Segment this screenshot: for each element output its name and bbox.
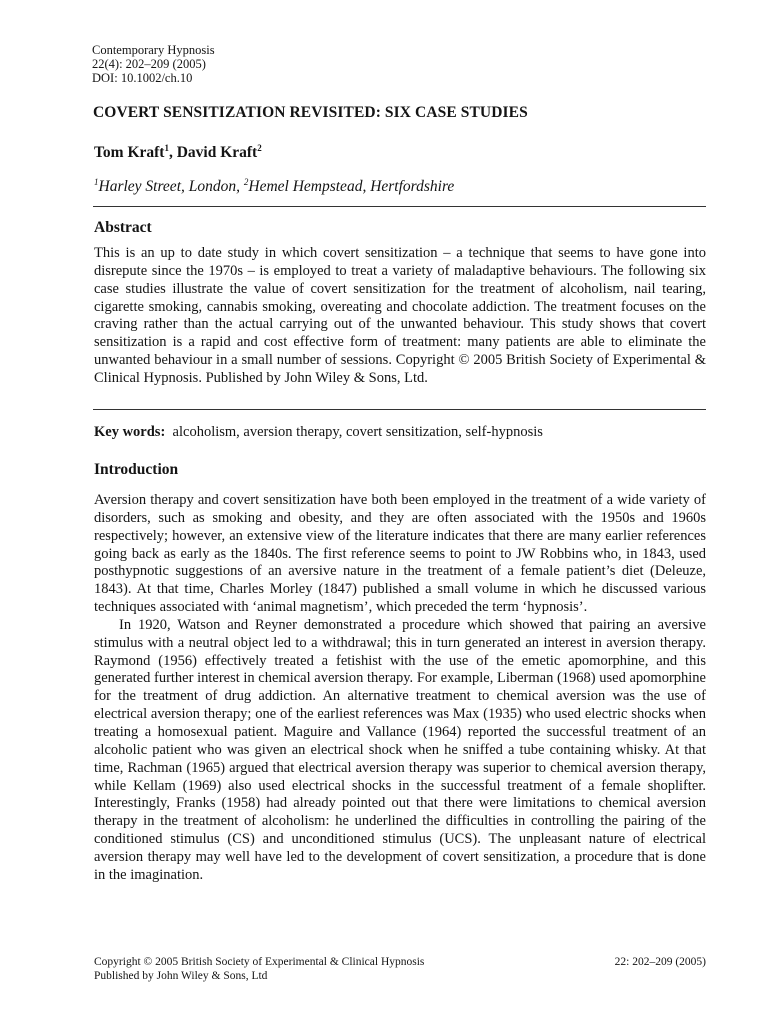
author-1: Tom Kraft	[94, 144, 165, 161]
affiliation-2: Hemel Hempstead, Hertfordshire	[248, 178, 455, 195]
author-separator: ,	[168, 144, 177, 161]
affiliation-2-mark: 2	[243, 177, 249, 187]
abstract-heading: Abstract	[94, 219, 152, 236]
journal-volume: 22(4): 202–209 (2005)	[92, 57, 206, 71]
affiliation-line	[94, 178, 454, 196]
divider-top	[93, 206, 706, 207]
journal-doi: DOI: 10.1002/ch.10	[92, 71, 193, 85]
author-2: David Kraft	[176, 144, 258, 161]
keywords-label: Key words:	[94, 424, 166, 440]
footer-copyright: Copyright © 2005 British Society of Experimental & Clinical Hypnosis	[94, 956, 425, 968]
divider-middle	[93, 409, 706, 410]
paper-title: COVERT SENSITIZATION REVISITED: SIX CASE STUDIES	[93, 104, 528, 121]
author-1-mark: 1	[164, 143, 169, 153]
introduction-paragraph-2: In 1920, Watson and Reyner demonstrated a procedure which showed that pairing an aversive stimulus with a neutral object led to a withdrawal; this in turn generated an interest in aversion therapy. Raymond (1956) effectively treated a fetishist with the use of the emetic apomorphine, and this generated further interest in chemical aversion therapy. For example, Liberman (1968) used apomorphine for the treatment of drug addiction. An alternative treatment to chemical aversion was the use of electrical aversion therapy; one of the earliest references was Max (1935) who used electric shocks when treating a homosexual patient. Maguire and Vallance (1964) reported the successful treatment of an alcoholic patient who was given an electrical shock when he sniffed a tube containing whisky. At that time, Rachman (1965) argued that electrical aversion therapy was superior to chemical aversion therapy, while Kellam (1969) also used electrical shocks in the successful treatment of a female shoplifter. Interestingly, Franks (1958) had already pointed out that there were limitations to chemical aversion therapy in the treatment of alcoholism: he underlined the difficulties in controlling the pairing of the conditioned stimulus (CS) and unconditioned stimulus (UCS). The unpleasant nature of electrical aversion therapy may well have led to the development of covert sensitization, a procedure that is done in the imagination.	[94, 616, 706, 883]
journal-header	[92, 43, 215, 85]
footer-page-range: 22: 202–209 (2005)	[614, 956, 706, 968]
introduction-body	[94, 492, 706, 885]
abstract-text: This is an up to date study in which covert sensitization – a technique that seems to have gone into disrepute since the 1970s – is employed to treat a variety of maladaptive behaviours. The following six case studies illustrate the value of covert sensitization for the treatment of alcoholism, nail tearing, cigarette smoking, cannabis smoking, overeating and chocolate addiction. The treatment focuses on the craving rather than the actual carrying out of the unwanted behaviour. This study shows that covert sensitization is a rapid and cost effective form of treatment: many patients are able to eliminate the unwanted behaviour in a small number of sessions. Copyright © 2005 British Society of Experimental & Clinical Hypnosis. Published by John Wiley & Sons, Ltd.	[94, 245, 706, 386]
introduction-heading: Introduction	[94, 461, 179, 478]
author-2-mark: 2	[257, 143, 262, 153]
affiliation-1-mark: 1	[94, 177, 99, 187]
footer-publisher: Published by John Wiley & Sons, Ltd	[94, 969, 268, 982]
journal-name: Contemporary Hypnosis	[92, 43, 215, 57]
introduction-paragraph-1: Aversion therapy and covert sensitization have both been employed in the treatment of a wide variety of disorders, such as smoking and obesity, and they are often associated with the 1950s and 1960s respectively; however, an extensive view of the literature indicates that there are many earlier references going back as early as the 1840s. The first reference seems to point to JW Robbins who, in 1843, used posthypnotic suggestions of an aversive nature in the treatment of a female patient’s diet (Deleuze, 1843). At that time, Charles Morley (1847) published a small volume in which he discussed various techniques associated with ‘animal magnetism’, which preceded the term ‘hypnosis’.	[94, 492, 706, 616]
affiliation-1: Harley Street, London,	[98, 178, 244, 195]
keywords-line	[94, 424, 543, 441]
footer-copyright-block	[94, 956, 424, 983]
author-line	[94, 144, 262, 162]
keywords-text: alcoholism, aversion therapy, covert sensitization, self-hypnosis	[172, 424, 543, 440]
